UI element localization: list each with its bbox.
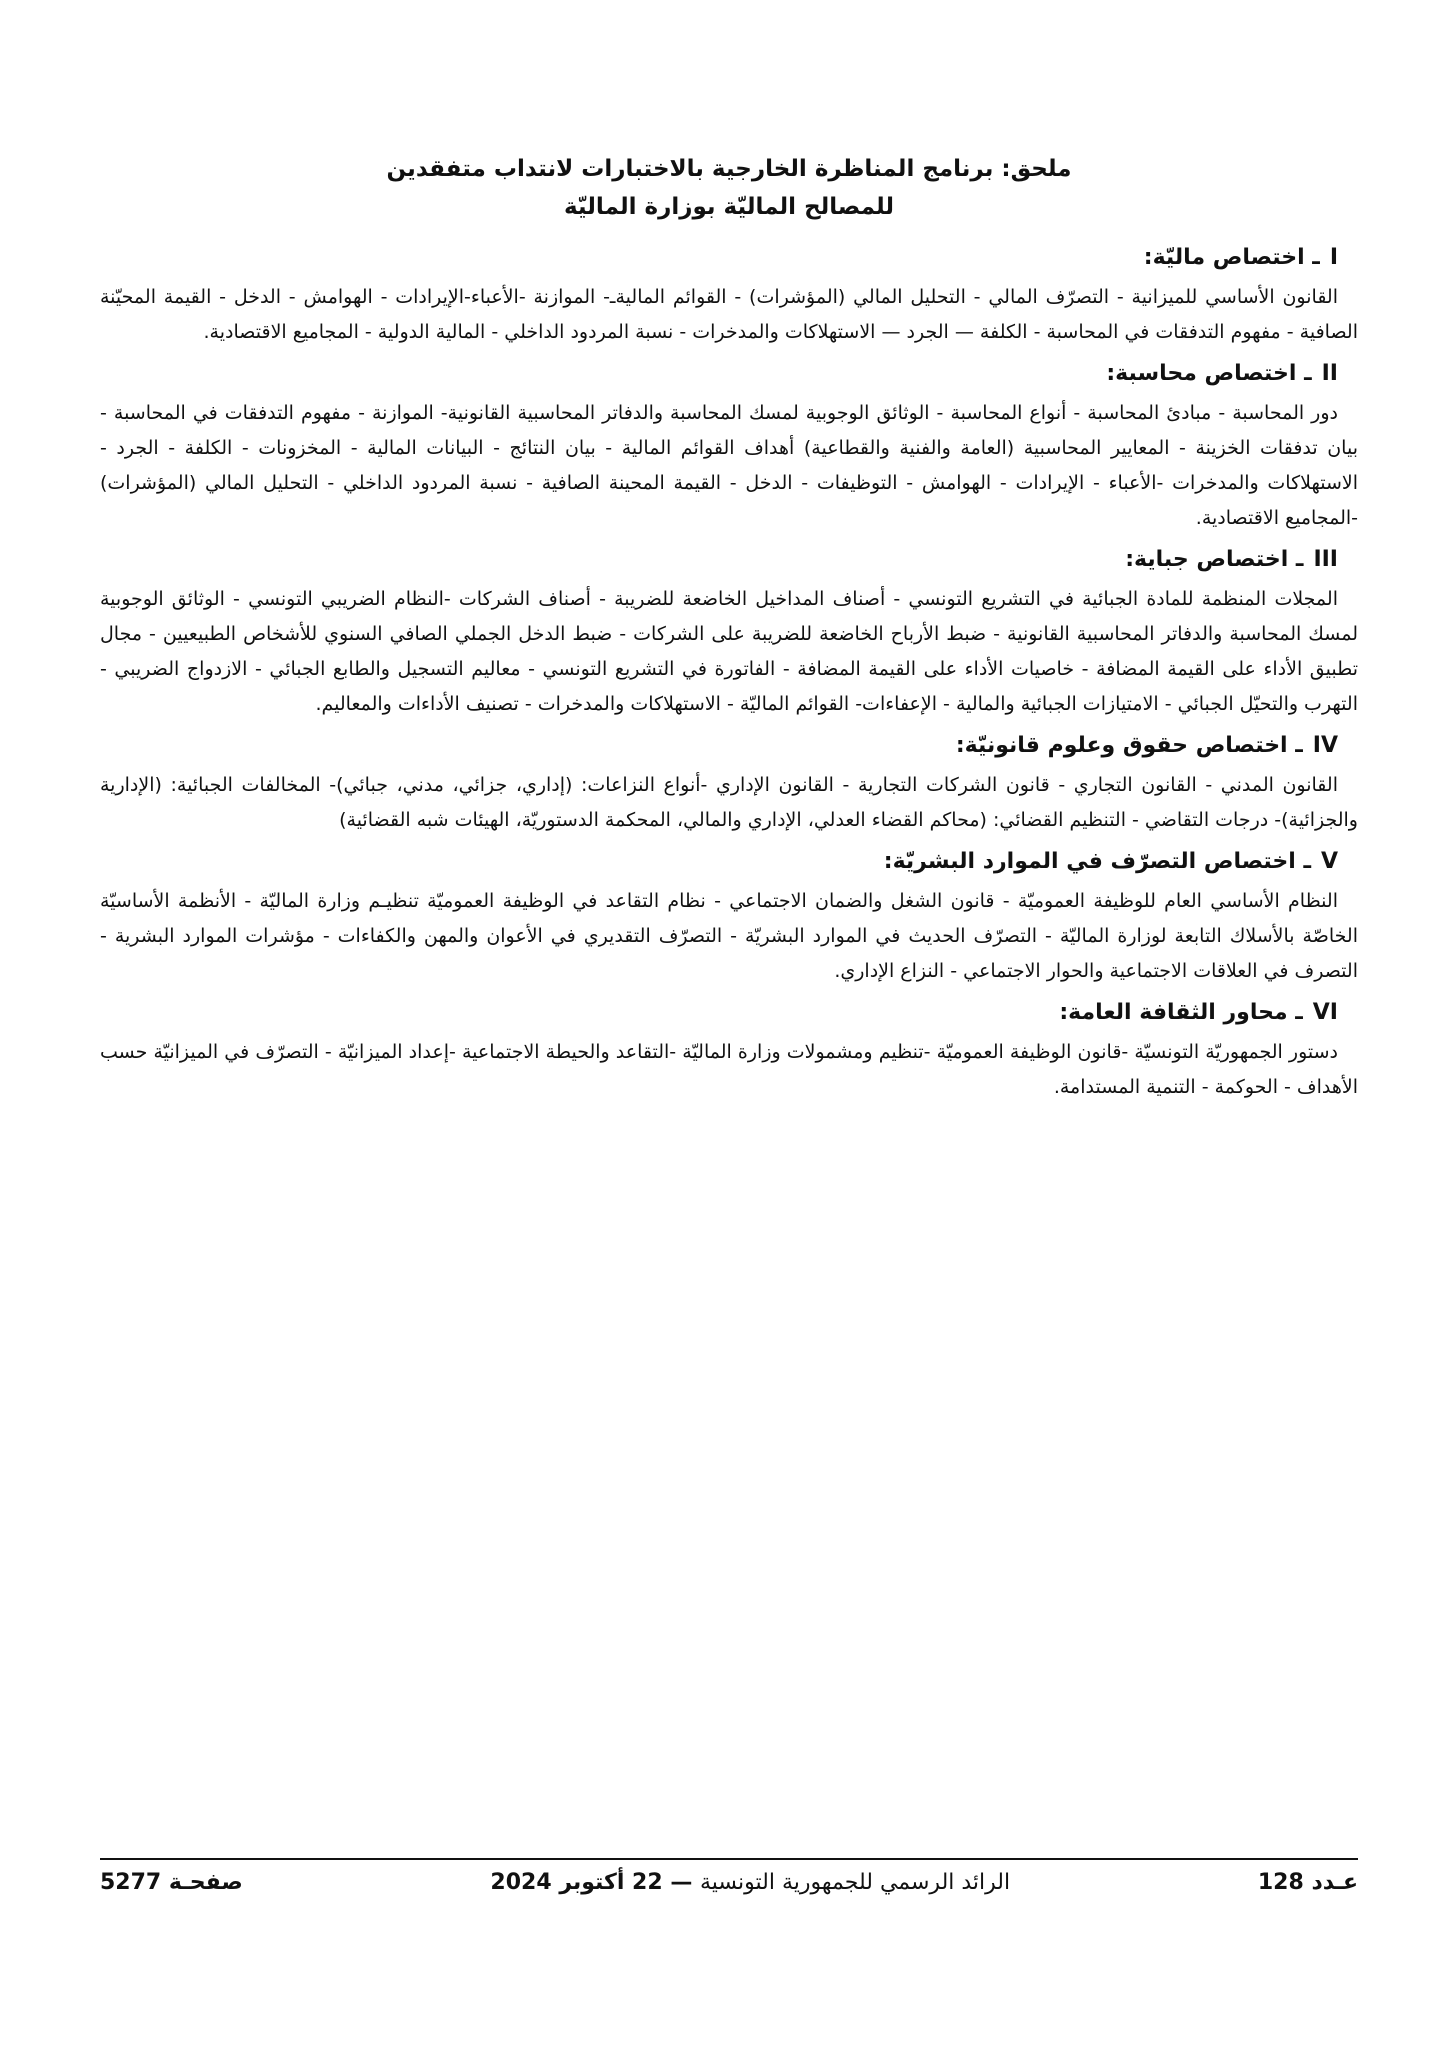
journal-info — [490, 1870, 1010, 1895]
section-body: المجلات المنظمة للمادة الجبائية في التشريع التونسي - أصناف المداخيل الخاضعة للضريبة - أصناف الشركات -النظام الضريبي التونسي - الوثائق الوجوبية لمسك المحاسبة والدفاتر المحاسبية القانونية - ضبط الأرباح الخاضعة للضريبة على الشركات - ضبط الدخل الجملي الصافي السنوي للأشخاص الطبيعيين - مجال تطبيق الأداء على القيمة المضافة - خاصيات الأداء على القيمة المضافة - الفاتورة في التشريع التونسي - معاليم التسجيل والطابع الجبائي - الازدواج الضريبي - التهرب والتحيّل الجبائي - الامتيازات الجبائية والمالية - الإعفاءات- القوائم الماليّة - الاستهلاكات والمدخرات - تصنيف الأداءات والمعاليم. — [100, 588, 1358, 715]
section-heading — [100, 240, 1338, 276]
section-number: III — [1313, 547, 1338, 572]
section-title: ـ اختصاص محاسبة: — [1106, 361, 1312, 386]
document-page — [100, 150, 1358, 1111]
section-body: القانون المدني - القانون التجاري - قانون الشركات التجارية - القانون الإداري -أنواع النزاعات: (إداري، جزائي، مدني، جبائي)- المخالفات الجبائية: (الإدارية والجزائية)- درجات التقاضي - التنظيم القضائي: (محاكم القضاء العدلي، الإداري والمالي، المحكمة الدستوريّة، الهيئات شبه القضائية) — [100, 774, 1358, 831]
section-number: IV — [1312, 733, 1338, 758]
section-heading — [100, 844, 1338, 880]
section-number: II — [1321, 361, 1338, 386]
section-heading — [100, 728, 1338, 764]
section-human-resources — [100, 844, 1358, 989]
section-body: النظام الأساسي العام للوظيفة العموميّة - قانون الشغل والضمان الاجتماعي - نظام التقاعد في الوظيفة العموميّة تنظيـم وزارة الماليّة - الأنظمة الأساسيّة الخاصّة بالأسلاك التابعة لوزارة الماليّة - التصرّف الحديث في الموارد البشريّة - التصرّف التقديري في الأعوان والمهن والكفاءات - مؤشرات الموارد البشرية - التصرف في العلاقات الاجتماعية والحوار الاجتماعي - النزاع الإداري. — [100, 890, 1358, 982]
title-block — [100, 150, 1358, 226]
page-footer — [100, 1858, 1358, 1895]
section-number: V — [1320, 849, 1338, 874]
issue-number: عـدد 128 — [1257, 1870, 1358, 1895]
page-subtitle: للمصالح الماليّة بوزارة الماليّة — [563, 194, 895, 220]
section-finance — [100, 240, 1358, 350]
section-body: دور المحاسبة - مبادئ المحاسبة - أنواع المحاسبة - الوثائق الوجوبية لمسك المحاسبة والدفاتر المحاسبية القانونية- الموازنة - مفهوم التدفقات في المحاسبة - بيان تدفقات الخزينة - المعايير المحاسبية (العامة والفنية والقطاعية) أهداف القوائم المالية - بيان النتائج - البيانات المالية - المخزونات - الكلفة - الجرد - الاستهلاكات والمدخرات -الأعباء - الإيرادات - الهوامش - التوظيفات - الدخل - القيمة المحينة الصافية - نسبة المردود الداخلي - التحليل المالي (المؤشرات) -المجاميع الاقتصادية. — [100, 402, 1358, 529]
publication-date: — 22 أكتوبر 2024 — [490, 1870, 693, 1895]
section-body: دستور الجمهوريّة التونسيّة -قانون الوظيفة العموميّة -تنظيم ومشمولات وزارة الماليّة -التقاعد والحيطة الاجتماعية -إعداد الميزانيّة - التصرّف في الميزانيّة حسب الأهداف - الحوكمة - التنمية المستدامة. — [100, 1041, 1358, 1098]
section-taxation — [100, 542, 1358, 722]
section-body: القانون الأساسي للميزانية - التصرّف المالي - التحليل المالي (المؤشرات) - القوائم الماليةـ- الموازنة -الأعباء-الإيرادات - الهوامش - الدخل - القيمة المحيّنة الصافية - مفهوم التدفقات في المحاسبة - الكلفة — الجرد — الاستهلاكات والمدخرات - نسبة المردود الداخلي - المالية الدولية - المجاميع الاقتصادية. — [100, 286, 1358, 343]
page-number: صفحـة 5277 — [100, 1870, 243, 1895]
section-number: VI — [1312, 1000, 1338, 1025]
section-heading — [100, 542, 1338, 578]
page-title: ملحق: برنامج المناظرة الخارجية بالاختبارات لانتداب متفقدين — [386, 156, 1072, 182]
section-law — [100, 728, 1358, 838]
footer-row — [100, 1860, 1358, 1895]
section-title: ـ اختصاص حقوق وعلوم قانونيّة: — [955, 733, 1303, 758]
section-title: ـ اختصاص جباية: — [1125, 547, 1304, 572]
section-title: ـ اختصاص التصرّف في الموارد البشريّة: — [883, 849, 1311, 874]
section-heading — [100, 995, 1338, 1031]
section-title: ـ اختصاص ماليّة: — [1143, 245, 1320, 270]
section-accounting — [100, 356, 1358, 536]
section-number: I — [1329, 245, 1338, 270]
section-title: ـ محاور الثقافة العامة: — [1059, 1000, 1303, 1025]
section-general-culture — [100, 995, 1358, 1105]
journal-name: الرائد الرسمي للجمهورية التونسية — [700, 1870, 1011, 1895]
section-heading — [100, 356, 1338, 392]
